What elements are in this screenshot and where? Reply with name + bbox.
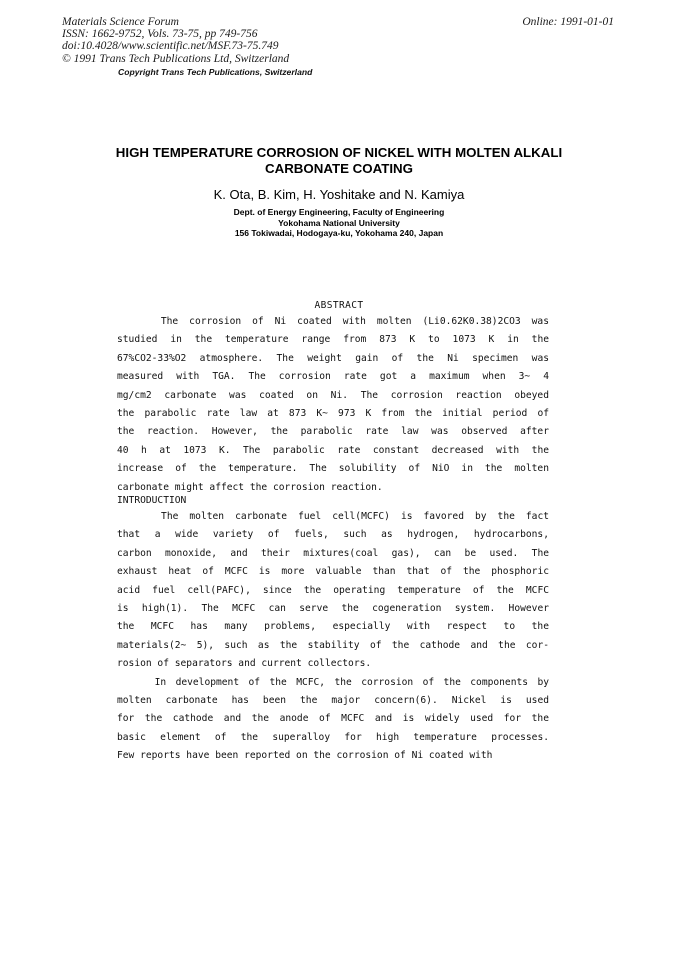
- abstract-body: [117, 313, 549, 497]
- introduction-line: exhaust heat of MCFC is more valuable than that of the phosphoric: [117, 566, 549, 578]
- introduction-line: the MCFC has many problems, especially with respect to the: [117, 621, 549, 633]
- journal-header: [62, 16, 289, 65]
- abstract-line: the reaction. However, the parabolic rate law was observed after: [117, 426, 549, 438]
- introduction-line: rosion of separators and current collectors.: [117, 658, 372, 670]
- abstract-line: 40 h at 1073 K. The parabolic rate constant decreased with the: [117, 444, 549, 456]
- abstract-line: carbonate might affect the corrosion reaction.: [117, 481, 383, 493]
- paper-title-line: HIGH TEMPERATURE CORROSION OF NICKEL WITH MOLTEN ALKALI: [115, 145, 563, 160]
- abstract-line: 67%CO2-33%O2 atmosphere. The weight gain of the Ni specimen was: [117, 352, 549, 364]
- affiliation-line: Yokohama National University: [278, 217, 400, 228]
- introduction-line: molten carbonate has been the major concern(6). Nickel is used: [117, 694, 549, 706]
- issn-line: ISSN: 1662-9752, Vols. 73-75, pp 749-756: [62, 28, 258, 41]
- abstract-line: studied in the temperature range from 873 K to 1073 K in the: [117, 334, 549, 346]
- introduction-line: In development of the MCFC, the corrosion of the components by: [117, 676, 549, 688]
- introduction-body: [117, 508, 549, 765]
- online-date: Online: 1991-01-01: [522, 16, 614, 28]
- paper-title-line: CARBONATE COATING: [265, 160, 413, 176]
- abstract-line: the parabolic rate law at 873 K~ 973 K from the initial period of: [117, 407, 549, 419]
- introduction-line: that a wide variety of fuels, such as hydrogen, hydrocarbons,: [117, 529, 549, 541]
- affiliation: [100, 207, 578, 239]
- publisher-line: © 1991 Trans Tech Publications Ltd, Switzerland: [62, 52, 290, 65]
- introduction-line: materials(2~ 5), such as the stability of the cathode and the cor-: [117, 639, 549, 651]
- introduction-line: acid fuel cell(PAFC), since the operating temperature of the MCFC: [117, 584, 549, 596]
- abstract-line: mg/cm2 carbonate was coated on Ni. The corrosion reaction obeyed: [117, 389, 549, 401]
- abstract-line: increase of the temperature. The solubility of NiO in the molten: [117, 463, 549, 475]
- introduction-line: is high(1). The MCFC can serve the cogeneration system. However: [117, 602, 549, 614]
- introduction-line: carbon monoxide, and their mixtures(coal gas), can be used. The: [117, 547, 549, 559]
- introduction-line: basic element of the superalloy for high temperature processes.: [117, 731, 549, 743]
- copyright-notice: Copyright Trans Tech Publications, Switzerland: [118, 67, 313, 77]
- journal-name: Materials Science Forum: [62, 16, 179, 28]
- abstract-heading: ABSTRACT: [314, 300, 364, 311]
- introduction-heading: INTRODUCTION: [117, 495, 187, 506]
- abstract-line: measured with TGA. The corrosion rate got a maximum when 3~ 4: [117, 371, 549, 383]
- introduction-line: for the cathode and the anode of MCFC and is widely used for the: [117, 713, 549, 725]
- paper-title: [100, 145, 578, 176]
- introduction-line: The molten carbonate fuel cell(MCFC) is favored by the fact: [117, 511, 549, 522]
- introduction-line: Few reports have been reported on the corrosion of Ni coated with: [117, 750, 493, 762]
- paper-authors: K. Ota, B. Kim, H. Yoshitake and N. Kamiya: [213, 187, 465, 202]
- abstract-line: The corrosion of Ni coated with molten (Li0.62K0.38)2CO3 was: [117, 316, 549, 327]
- affiliation-line: Dept. of Energy Engineering, Faculty of Engineering: [233, 207, 445, 217]
- doi-line: doi:10.4028/www.scientific.net/MSF.73-75.749: [62, 40, 279, 53]
- affiliation-line: 156 Tokiwadai, Hodogaya-ku, Yokohama 240, Japan: [234, 228, 444, 239]
